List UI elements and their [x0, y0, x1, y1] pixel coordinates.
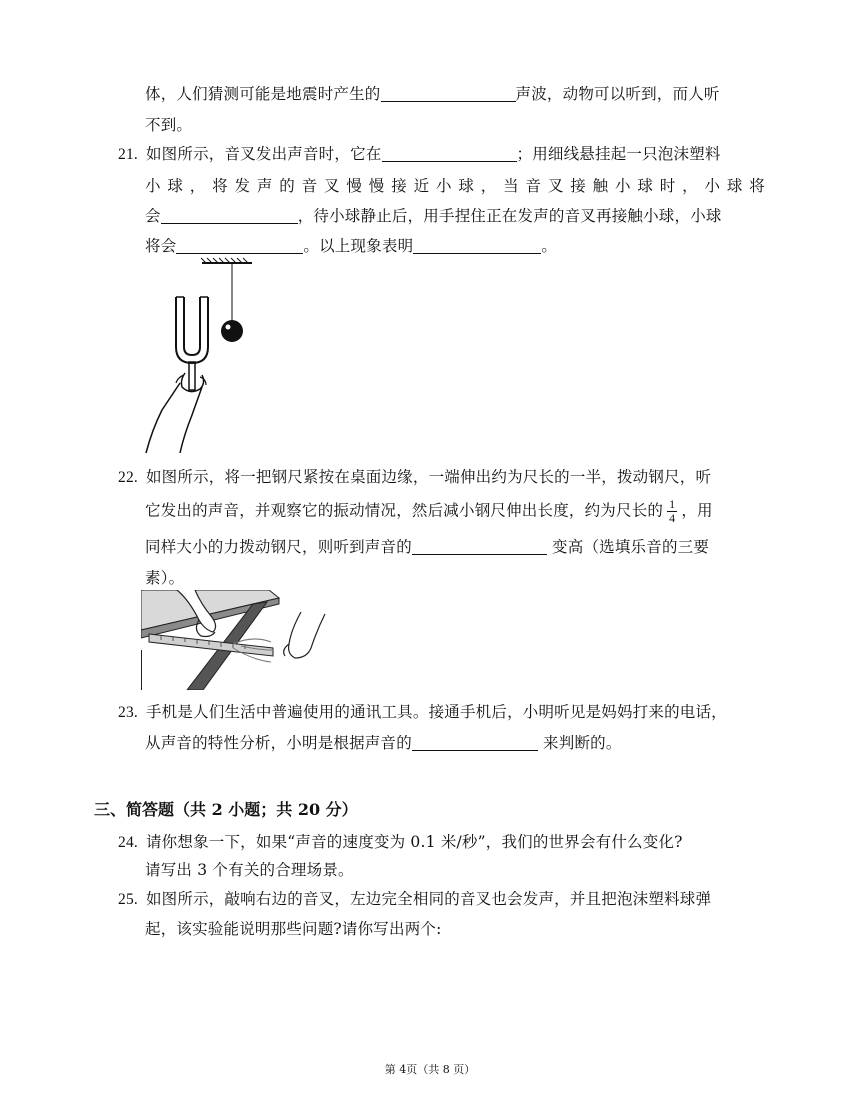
q20-line1	[145, 82, 720, 104]
q24-text-line1: 请你想象一下，如果“声音的速度变为 0.1 米/秒”，我们的世界会有什么变化?	[145, 833, 683, 851]
q21-blank-1[interactable]	[382, 145, 517, 162]
q22-text-line1: 如图所示，将一把钢尺紧按在桌面边缘，一端伸出约为尺长的一半，拨动钢尺，听	[145, 468, 712, 486]
q24-text-line2: 请写出 3 个有关的合理场景。	[145, 861, 354, 879]
q21-text-line4-post: 。	[541, 237, 558, 255]
page-footer: 第 4页（共 8 页）	[384, 1063, 476, 1076]
q24-number: 24.	[118, 834, 138, 851]
fraction-denominator: 4	[669, 511, 676, 525]
q25-number: 25.	[118, 891, 138, 908]
q21-line3	[145, 204, 722, 226]
q21-blank-2[interactable]	[161, 207, 298, 224]
q23-number: 23.	[118, 704, 138, 721]
q22-text-line4: 素）。	[145, 569, 185, 587]
fraction-numerator: 1	[669, 497, 676, 511]
q21-line1	[118, 142, 721, 164]
q21-text-pre: 如图所示，音叉发出声音时，它在	[145, 145, 382, 163]
ruler-table-figure	[141, 590, 331, 690]
q20-answer-blank[interactable]	[381, 85, 516, 102]
q21-text-line2: 小球，将发声的音叉慢慢接近小球，当音叉接触小球时，小球将	[145, 177, 765, 195]
q25-line2	[145, 917, 442, 939]
q20-text-line2: 不到。	[145, 116, 193, 134]
q21-text-line4-mid: 。以上现象表明	[303, 237, 414, 255]
q21-blank-4[interactable]	[413, 237, 541, 254]
q20-text-post: 声波，动物可以听到，而人听	[515, 85, 720, 103]
q21-line2	[145, 174, 765, 196]
q25-text-line1: 如图所示，敲响右边的音叉，左边完全相同的音叉也会发声，并且把泡沫塑料球弹	[145, 890, 712, 908]
q21-line4	[145, 234, 557, 256]
q24-line1	[118, 830, 683, 852]
tuning-fork-ball-figure	[140, 255, 260, 455]
q25-line1	[118, 887, 711, 909]
q25-text-line2: 起，该实验能说明那些问题?请你写出两个:	[145, 920, 442, 938]
q22-text-line2-post: ，用	[681, 501, 713, 520]
quarter-fraction	[667, 498, 677, 525]
q22-line3	[145, 535, 709, 557]
q21-text-line3-post: ，待小球静止后，用手捏住正在发声的音叉再接触小球，小球	[297, 207, 722, 225]
q22-line1	[118, 465, 711, 487]
q21-text-post: ；用细线悬挂起一只泡沫塑料	[516, 145, 721, 163]
q22-text-line3-post: 变高（选填乐音的三要	[552, 538, 710, 556]
q22-line2	[145, 498, 713, 525]
q22-number: 22.	[118, 469, 138, 486]
q21-text-line4-pre: 将会	[145, 237, 177, 255]
q23-text-line1: 手机是人们生活中普遍使用的通讯工具。接通手机后，小明听见是妈妈打来的电话，	[145, 703, 727, 721]
q22-text-line2-pre: 它发出的声音，并观察它的振动情况，然后减小钢尺伸出长度，约为尺长的	[145, 501, 664, 520]
q23-line1	[118, 700, 727, 722]
q21-text-line3-pre: 会	[145, 207, 161, 225]
section-3-heading: 三、简答题（共 2 小题；共 20 分）	[94, 800, 358, 819]
q23-line2	[145, 731, 622, 753]
q23-text-line2-post: 来判断的。	[543, 734, 622, 752]
q22-answer-blank[interactable]	[412, 538, 547, 555]
q20-text-pre: 体，人们猜测可能是地震时产生的	[145, 85, 381, 103]
q23-answer-blank[interactable]	[412, 734, 538, 751]
q21-blank-3[interactable]	[176, 237, 303, 254]
q22-line4	[145, 566, 184, 588]
q21-number: 21.	[118, 146, 138, 163]
q22-text-line3-pre: 同样大小的力拨动钢尺，则听到声音的	[145, 538, 412, 556]
q24-line2	[145, 858, 354, 880]
q20-line2	[145, 113, 192, 135]
q23-text-line2-pre: 从声音的特性分析，小明是根据声音的	[145, 734, 412, 752]
